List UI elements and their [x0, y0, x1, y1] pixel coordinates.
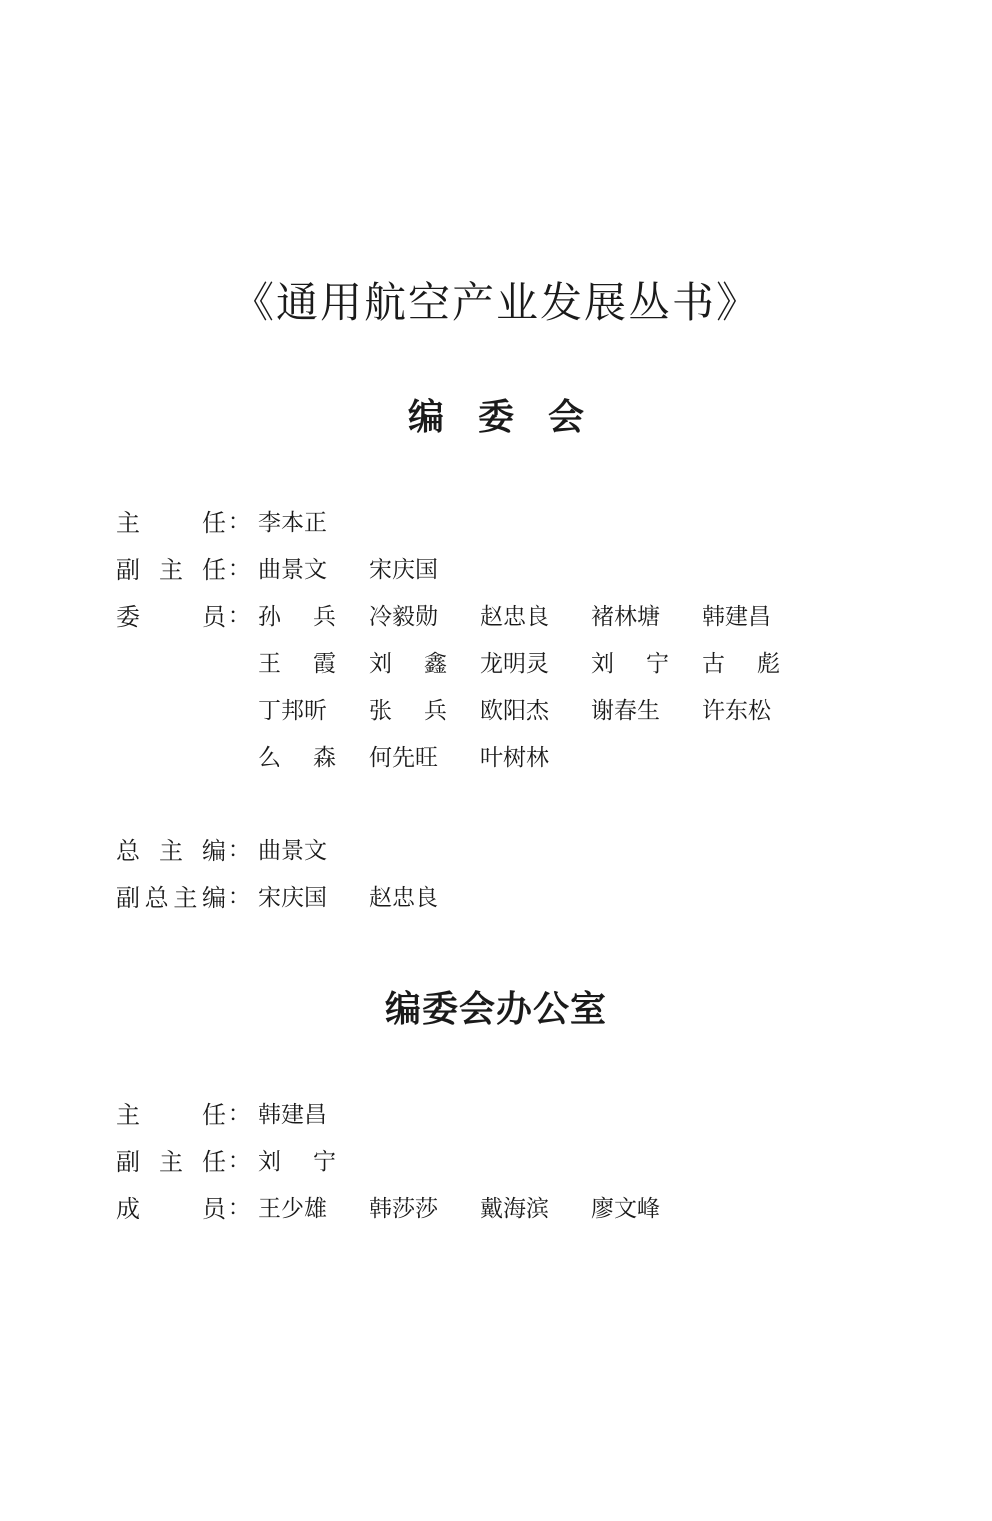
role-label: 副 总 主 编: [116, 884, 226, 912]
person-name: 曲景文: [258, 557, 327, 583]
person-name: 龙明灵: [480, 651, 549, 677]
person-name: 赵忠良: [480, 604, 549, 630]
person-name: 李本正: [258, 510, 327, 536]
person-name: 古 彪: [702, 651, 780, 677]
role-colon: ：: [228, 1196, 251, 1221]
committee-members-row-2: [116, 641, 813, 687]
role-label: 委 员: [116, 603, 226, 631]
role-colon: ：: [228, 1102, 251, 1127]
person-name: 王少雄: [258, 1196, 327, 1222]
person-name: 么 森: [258, 745, 336, 771]
role-label: 副 主 任: [116, 556, 226, 584]
person-name: 叶树林: [480, 745, 549, 771]
office-vice-director-row: [116, 1139, 369, 1185]
role-colon: ：: [228, 510, 251, 535]
person-name: 韩莎莎: [369, 1196, 438, 1222]
chief-editor-row: [116, 828, 369, 874]
name-list: [258, 1092, 369, 1138]
person-name: 何先旺: [369, 745, 438, 771]
role-label: 总 主 编: [116, 837, 226, 865]
role-colon: ：: [228, 604, 251, 629]
name-list: [258, 735, 591, 781]
name-list: [258, 641, 813, 687]
person-name: 韩建昌: [258, 1102, 327, 1128]
person-name: 赵忠良: [369, 885, 438, 911]
name-list: [258, 828, 369, 874]
name-list: [258, 875, 480, 921]
name-list: [258, 594, 813, 640]
name-list: [258, 1186, 702, 1232]
person-name: 褚林塘: [591, 604, 660, 630]
committee-director-row: [116, 500, 369, 546]
role-label: 副 主 任: [116, 1148, 226, 1176]
person-name: 丁邦昕: [258, 698, 327, 724]
role-colon: ：: [228, 838, 251, 863]
office-title: 编委会办公室: [384, 988, 607, 1030]
person-name: 刘 鑫: [369, 651, 447, 677]
office-members-row: [116, 1186, 702, 1232]
name-list: [258, 1139, 369, 1185]
person-name: 刘 宁: [258, 1149, 336, 1175]
name-list: [258, 688, 813, 734]
role-colon: ：: [228, 557, 251, 582]
person-name: 王 霞: [258, 651, 336, 677]
role-label: 主 任: [116, 509, 226, 537]
person-name: 冷毅勋: [369, 604, 438, 630]
person-name: 韩建昌: [702, 604, 771, 630]
person-name: 曲景文: [258, 838, 327, 864]
person-name: 许东松: [702, 698, 771, 724]
committee-members-row-3: [116, 688, 813, 734]
committee-members-row-4: [116, 735, 591, 781]
role-label: 成 员: [116, 1195, 226, 1223]
person-name: 宋庆国: [369, 557, 438, 583]
person-name: 刘 宁: [591, 651, 669, 677]
book-title: 《通用航空产业发展丛书》: [231, 278, 760, 327]
person-name: 宋庆国: [258, 885, 327, 911]
person-name: 张 兵: [369, 698, 447, 724]
role-colon: ：: [228, 885, 251, 910]
name-list: [258, 500, 369, 546]
committee-members-row-1: [116, 594, 813, 640]
person-name: 戴海滨: [480, 1196, 549, 1222]
person-name: 欧阳杰: [480, 698, 549, 724]
role-label: 主 任: [116, 1101, 226, 1129]
person-name: 谢春生: [591, 698, 660, 724]
committee-vice-director-row: [116, 547, 480, 593]
person-name: 孙 兵: [258, 604, 336, 630]
committee-title: 编委会: [407, 396, 618, 438]
role-colon: ：: [228, 1149, 251, 1174]
deputy-chief-editor-row: [116, 875, 480, 921]
person-name: 廖文峰: [591, 1196, 660, 1222]
name-list: [258, 547, 480, 593]
office-director-row: [116, 1092, 369, 1138]
